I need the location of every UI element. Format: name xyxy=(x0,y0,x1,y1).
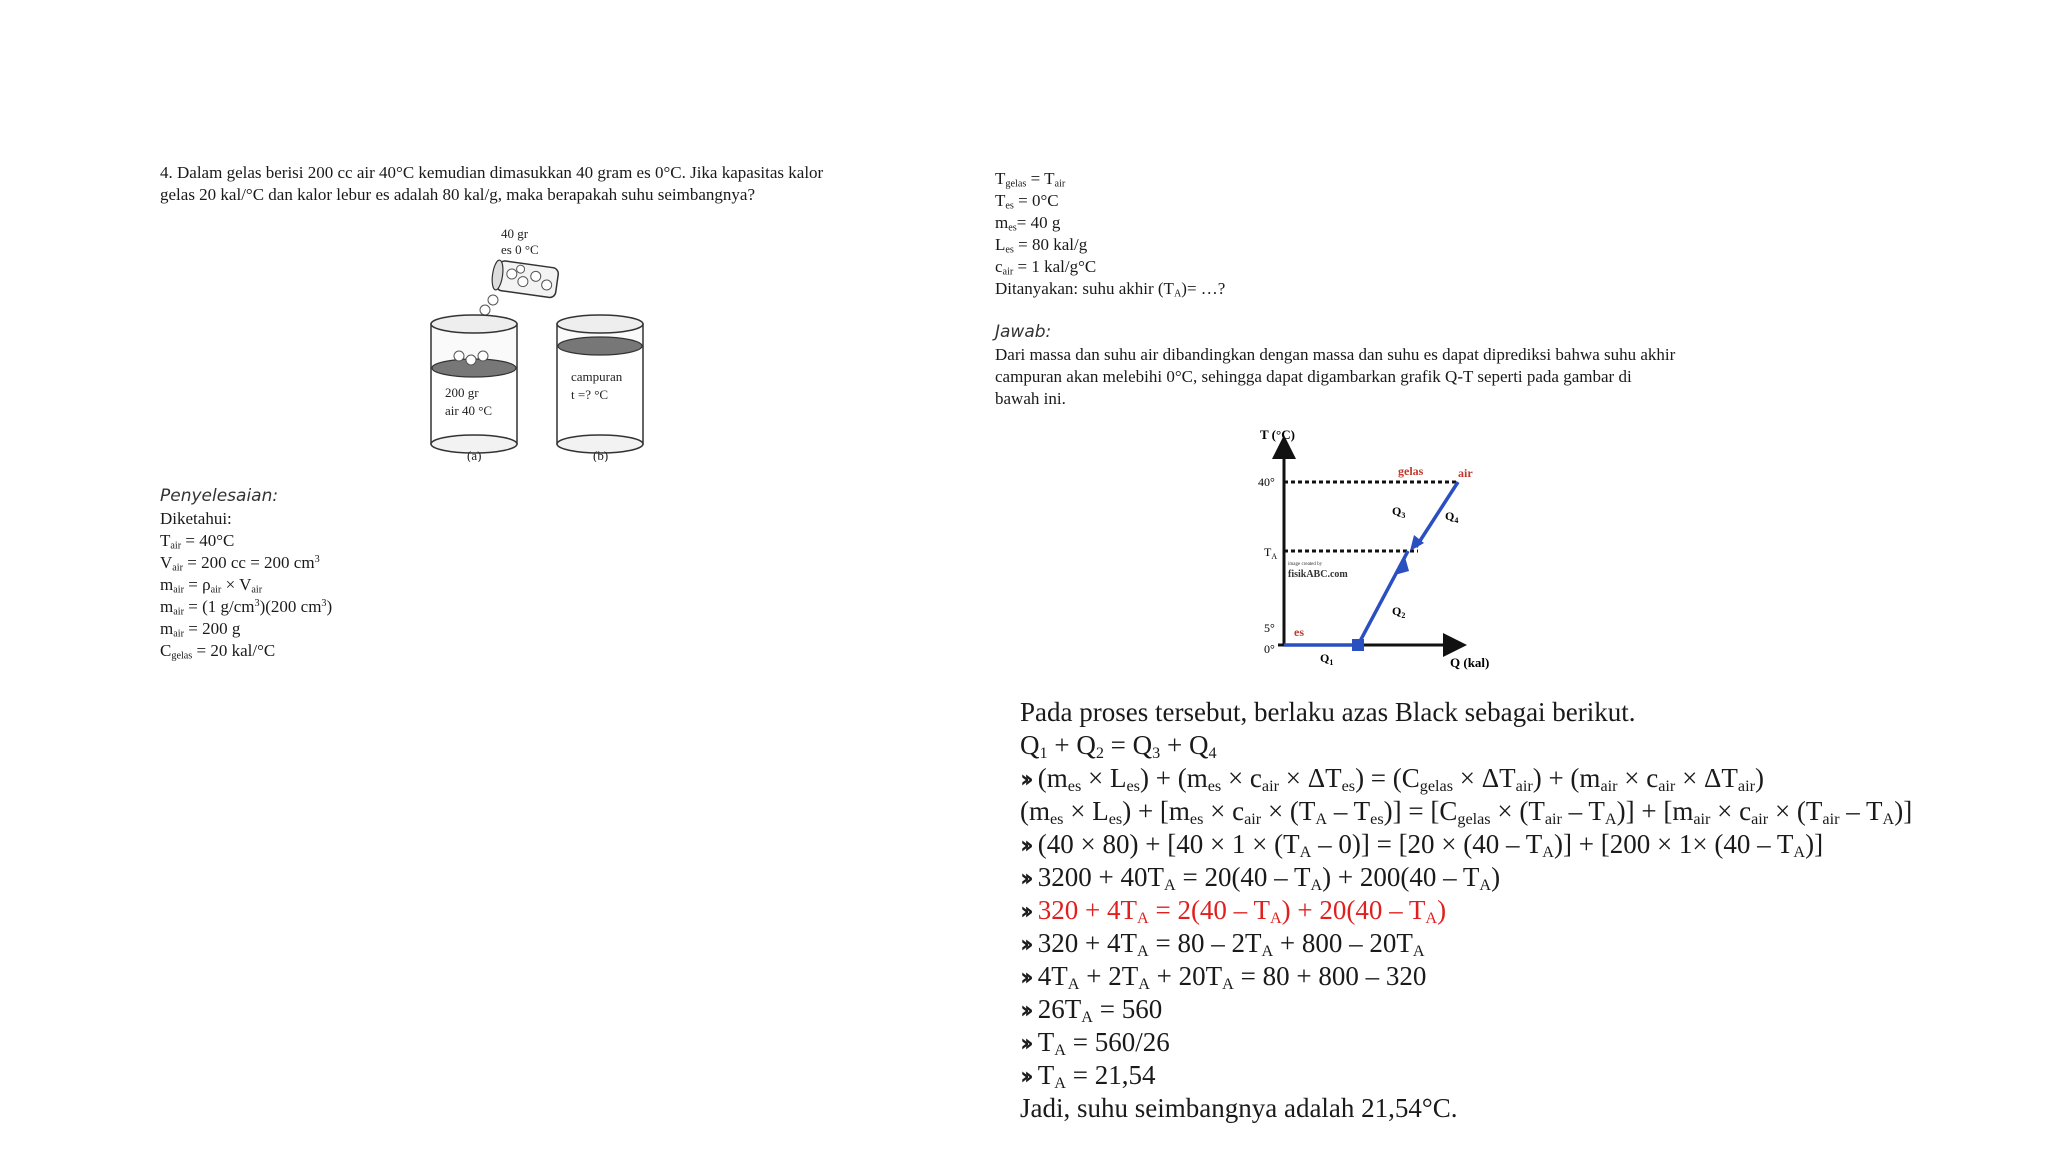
eq-1: $Q_1 + Q_2 = Q_3 + Q_4$ xyxy=(1020,730,1217,763)
eq-7: ›› $320 + 4T_A = 80 - 2T_A + 800 - 20T_A$ xyxy=(1020,928,1425,961)
tick-5: 5° xyxy=(1264,621,1275,635)
eq-4: ›› $(40 \times 80) + [40 \times 1 \times (T_A - 0)] = [20 \times (40 - T_A)] + [200 \times 1\times (40 - T_A)]$ xyxy=(1020,829,1824,862)
label-q3: $Q_3$ xyxy=(1392,504,1406,520)
label-es: es xyxy=(1294,625,1304,639)
known-mair-formula: $m_{air} = \rho_{air} \times V_{air}$ xyxy=(160,575,263,596)
chevron-icon: ›› xyxy=(1020,963,1028,991)
chevron-icon: ›› xyxy=(1020,1029,1028,1057)
black-intro: Pada proses tersebut, berlaku azas Black sebagai berikut. xyxy=(1020,697,1636,727)
eq-2: ›› $(m_{es} \times L_{es}) + (m_{es} \times c_{air} \times \Delta T_{es}) = (C_{gelas} \times \Delta T_{air}) + (m_{air} \times c_{air} \times \Delta T_{air})$ xyxy=(1020,763,1764,796)
watermark-small: image created by xyxy=(1288,562,1323,567)
qt-graph xyxy=(1250,425,1510,675)
y-axis-label: T (°C) xyxy=(1260,427,1295,442)
known-cgelas: $C_{gelas} = 20$ kal/°C xyxy=(160,641,276,662)
chevron-icon: ›› xyxy=(1020,996,1028,1024)
known-mair-result: $m_{air} = 200$ g xyxy=(160,619,241,640)
explain-line-3: bawah ini. xyxy=(995,389,1066,408)
water-mass-label: 200 gr xyxy=(445,385,479,400)
asked: Ditanyakan: suhu akhir $(T_A)=$ …? xyxy=(995,279,1226,300)
label-b: (b) xyxy=(593,448,609,462)
label-q2: $Q_2$ xyxy=(1392,604,1406,620)
tick-ta: $T_A$ xyxy=(1264,545,1278,561)
x-axis-label: Q (kal) xyxy=(1450,655,1490,670)
mix-temp-label: t =? °C xyxy=(571,387,609,402)
eq-10: ›› $T_A = 560/26$ xyxy=(1020,1027,1170,1060)
label-q1: $Q_1$ xyxy=(1320,651,1334,667)
eq-8: ›› $4T_A + 2T_A + 20T_A = 80 + 800 - 320$ xyxy=(1020,961,1427,994)
known-cair: $c_{air} = 1$ kal/g°C xyxy=(995,257,1097,278)
tick-0: 0° xyxy=(1264,642,1275,656)
conclusion: Jadi, suhu seimbangnya adalah 21,54°C. xyxy=(1020,1093,1458,1123)
eq-5: ›› $3200 + 40T_A = 20(40 - T_A) + 200(40 - T_A)$ xyxy=(1020,862,1501,895)
chevron-icon: ›› xyxy=(1020,765,1028,793)
answer-heading: Jawab: xyxy=(995,322,1052,342)
eq-3: $(m_{es} \times L_{es}) + [m_{es} \times c_{air} \times (T_A - T_{es})] = [C_{gelas} \times (T_{air} - T_A)] + [m_{air} \times c_{air} \times (T_{air} - T_A)]$ xyxy=(1020,796,1913,829)
glass-b xyxy=(557,315,643,462)
known-vair: $V_{air} = 200$ cc = 200 $cm^3$ xyxy=(160,553,320,574)
known-les: $L_{es} = 80$ kal/g xyxy=(995,235,1088,256)
chevron-icon: ›› xyxy=(1020,831,1028,859)
chevron-icon: ›› xyxy=(1020,864,1028,892)
glasses-figure xyxy=(415,222,665,462)
explain-line-2: campuran akan melebihi 0°C, sehingga dapat digambarkan grafik Q-T seperti pada gambar di xyxy=(995,367,1632,386)
chevron-icon: ›› xyxy=(1020,1062,1028,1090)
glass-a xyxy=(431,315,517,462)
ice-temp-label: es 0 °C xyxy=(501,242,539,257)
solution-heading: Penyelesaian: xyxy=(160,486,279,506)
known-tes: $T_{es} = 0^\circ C$ xyxy=(995,191,1059,212)
label-gelas: gelas xyxy=(1398,464,1424,478)
eq-11: ›› $T_A = 21,54$ xyxy=(1020,1060,1156,1093)
known-heading: Diketahui: xyxy=(160,509,232,528)
watermark-brand: fisikABC.com xyxy=(1288,569,1348,580)
known-mair-calc: $m_{air} = (1$ $g/cm^3)(200$ $cm^3$) xyxy=(160,597,333,618)
question-line-1: 4. Dalam gelas berisi 200 cc air 40°C kemudian dimasukkan 40 gram es 0°C. Jika kapasitas kalor xyxy=(160,163,824,182)
known-tgelas: $T_{gelas} = T_{air}$ xyxy=(995,169,1066,190)
chevron-icon: ›› xyxy=(1020,930,1028,958)
ice-mass-label: 40 gr xyxy=(501,226,529,241)
eq-9: ›› $26T_A = 560$ xyxy=(1020,994,1163,1027)
label-air: air xyxy=(1458,466,1473,480)
explain-line-1: Dari massa dan suhu air dibandingkan dengan massa dan suhu es dapat diprediksi bahwa suhu akhir xyxy=(995,345,1676,364)
eq-6: ›› $320 + 4T_A = 2(40 - T_A) + 20(40 - T_A)$ xyxy=(1020,895,1447,928)
ice-cup xyxy=(491,259,560,298)
chevron-icon: ›› xyxy=(1020,897,1028,925)
label-q4: $Q_4$ xyxy=(1445,509,1459,525)
tick-40: 40° xyxy=(1258,475,1275,489)
mix-label: campuran xyxy=(571,369,623,384)
question-line-2: gelas 20 kal/°C dan kalor lebur es adalah 80 kal/g, maka berapakah suhu seimbangnya? xyxy=(160,185,755,204)
label-a: (a) xyxy=(467,448,482,462)
water-temp-label: air 40 °C xyxy=(445,403,493,418)
known-mes: $m_{es}= 40$ g xyxy=(995,213,1061,234)
known-tair: $T_{air} = 40^\circ C$ xyxy=(160,531,235,552)
